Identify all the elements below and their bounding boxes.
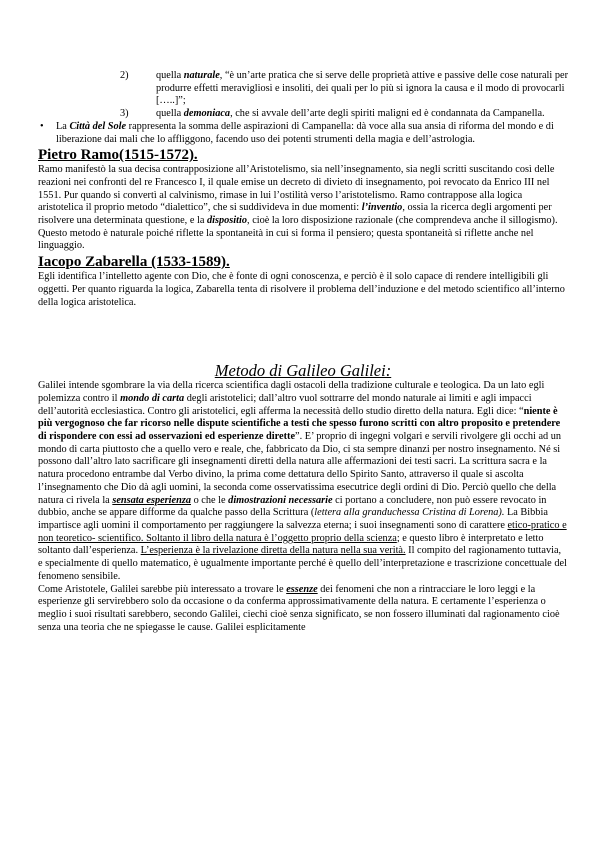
paragraph-zabarella: Egli identifica l’intelletto agente con Dio, che è fonte di ogni conoscenza, e perciò è il solo capace di rendere intelligibili gli oggetti. Per quanto riguarda la logica, Zabarella tenta di risolvere il problema dell’induzione e del metodo scientifico all’interno della logica aristotelica. [38,271,565,308]
term-essenze: essenze [286,583,318,595]
document-page [38,70,568,634]
list-number: 3) [120,108,129,120]
heading-iacopo-zabarella: Iacopo Zabarella (1533-1589). [38,254,230,271]
term-demoniaca: demoniaca [183,108,231,120]
list-item-text: quella demoniaca, che si avvale dell’arte degli spiriti maligni ed è condannata da Campanella. [156,108,545,120]
bullet-text: La Città del Sole rappresenta la somma delle aspirazioni di Campanella: dà voce alla sua ansia di riforma del mondo e di liberazione dai mali che lo affliggono, facendo uso dei potenti strumenti della magia e dell’astrologia. [56,120,554,145]
list-item-demoniaca [38,108,568,121]
underlined-etico-pratico: etico-pratico e non teoretico- scientifico. Soltanto il libro della natura è l’oggetto proprio della scienza [38,519,567,544]
bullet-item-citta-del-sole [38,121,568,146]
paragraph-ramo: Ramo manifestò la sua decisa contrapposizione all’Aristotelismo, sia nell’insegnamento, sia negli scritti suscitando così delle reazioni nei confronti del re Francesco I, il quale emise un decreto di divieto di insegnamento, poi revocato da Enrico III nel 1551. Pur quando si convertì al calvinismo, rimase in lui l’ostilità verso l’aristotelismo. Ramo contrappose alla logica aristotelica il proprio metodo “dialettico”, che si suddivideva in due momenti: l’inventio, ossia la ricerca degli argomenti per risolvere una determinata questione, e la dispositio, cioè la loro disposizione razionale (che comprendeva anche il sillogismo). Questo metodo è naturale poiché riflette la spontaneità in cui si forma il pensiero; questa spontaneità si riflette anche nel linguaggio. [38,164,558,252]
underlined-esperienza: L’esperienza è la rivelazione diretta della natura nella sua verità. [140,545,406,557]
heading-pietro-ramo: Pietro Ramo(1515-1572). [38,147,198,164]
list-item-naturale [38,70,568,108]
term-dimostrazioni-necessarie: dimostrazioni necessarie [228,494,333,506]
bullet-icon: • [40,120,44,132]
term-mondo-di-carta: mondo di carta [120,392,185,404]
term-citta-del-sole: Città del Sole [69,120,127,132]
galileo-quote: niente è più vergognoso che far ricorso nelle dispute scientifiche a testi che spesso furono scritti con altro proposito e pretendere di rispondere con essi ad osservazioni ed esperienze dirette [38,405,561,443]
term-naturale: naturale [183,70,220,81]
citation-lettera: lettera alla granduchessa Cristina di Lorena). [314,507,505,519]
list-number: 2) [120,70,129,81]
paragraph-galileo-2: Come Aristotele, Galilei sarebbe più interessato a trovare le essenze dei fenomeni che non a rintracciare le loro leggi e la esperienze gli servirebbero solo da occasione o da conferma approssimativamente della natura. E certamente l’esperienza o meglio i suoi risultati sarebbero, secondo Galilei, ciechi cioè senza significato, se non fossero illuminati dal ragionamento cioè senza una teoria che ne spiegasse le cause. Galilei esplicitamente [38,583,560,633]
heading-metodo-galileo: Metodo di Galileo Galilei: [214,361,392,381]
term-inventio: l’inventio [361,202,403,214]
paragraph-galileo: Galilei intende sgombrare la via della ricerca scientifica dagli ostacoli della tradizione culturale e teologica. Da un lato egli polemizza contro il mondo di carta degli aristotelici; dall’altro vuol sottrarre del mondo naturale ai limiti e agli impacci dell’autorità ecclesiastica. Contro gli aristotelici, egli afferma la necessità dello studio diretto della natura. Egli dice: “niente è più vergognoso che far ricorso nelle dispute scientifiche a testi che spesso furono scritti con altro proposito e pretendere di rispondere con essi ad osservazioni ed esperienze dirette”. E’ proprio di ingegni volgari e servili rivolgere gli occhi ad un mondo di carta piuttosto che a quello vero e reale, che, fabbricato da Dio, ci sta sempre dinanzi per nostro insegnamento. Né si possono dall’altro lato sacrificare gli insegnamenti diretti della natura alle affermazioni dei testi sacri. La scrittura sacra e la natura procedono entrambe dal Verbo divino, la prima come dettatura dello Spirito Santo, attraverso il quale si ascolta l’insegnamento che Dio dà agli uomini, la seconda come osservatissima esecutrice degli ordini di Dio. Perciò quello che della natura ci rivela la sensata esperienza o che le dimostrazioni necessarie ci portano a concludere, non può essere revocato in dubbio, anche se appare difforme da qualche passo della Scrittura (lettera alla granduchessa Cristina di Lorena). La Bibbia impartisce agli uomini il comportamento per raggiungere la salvezza eterna; i suoi insegnamenti sono di carattere etico-pratico e non teoretico- scientifico. Soltanto il libro della natura è l’oggetto proprio della scienza; e questo libro è interpretato e letto soltanto dall’esperienza. L’esperienza è la rivelazione diretta della natura nella sua verità. Il compito del ragionamento tuttavia, e specialmente di quello matematico, è ugualmente importante perché è quello dell’interpretazione e trascrizione concettuale del fenomeno sensibile. [38,380,567,582]
list-item-text: quella naturale, “è un’arte pratica che si serve delle proprietà attive e passive delle cose naturali per produrre effetti meravigliosi e insoliti, dei quali per lo più si ignora la causa e il modo di provocarli […..]”; [156,70,569,107]
term-dispositio: dispositio [206,215,248,227]
term-sensata-esperienza: sensata esperienza [112,494,191,506]
